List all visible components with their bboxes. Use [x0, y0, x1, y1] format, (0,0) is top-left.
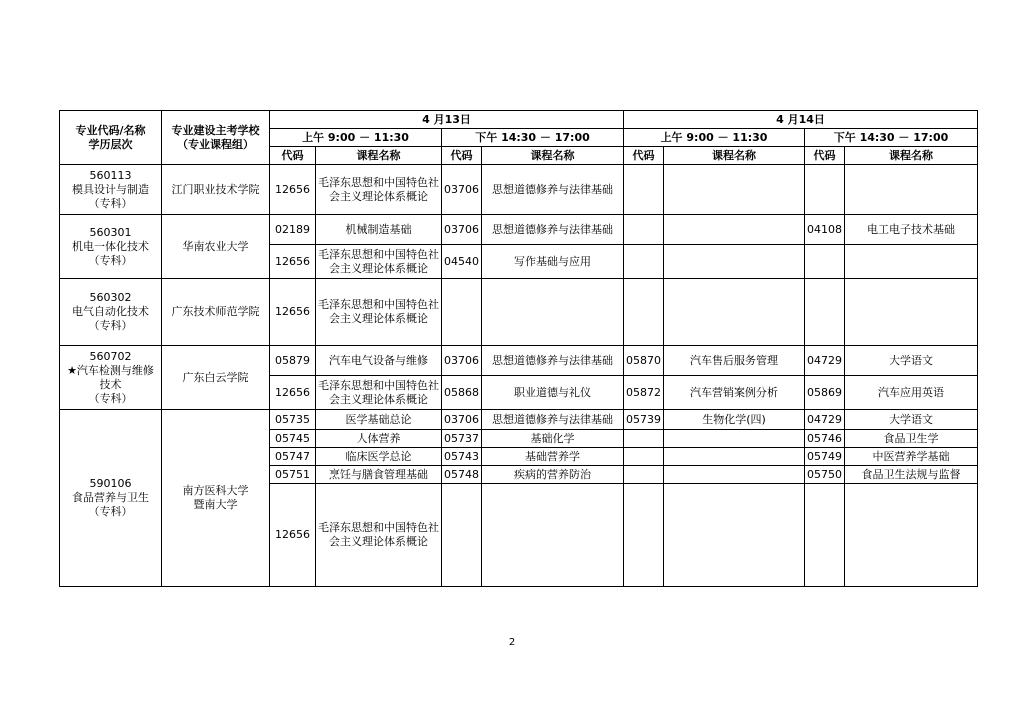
course-code-cell: [624, 165, 664, 215]
course-code-cell: [624, 484, 664, 587]
table-row: [60, 346, 978, 376]
course-name-cell: [845, 165, 978, 215]
course-name-cell: 汽车应用英语: [845, 376, 978, 410]
course-code-cell: 05747: [270, 448, 316, 466]
school-cell: 江门职业技术学院: [162, 165, 270, 215]
course-name-cell: [664, 448, 805, 466]
course-name-cell: 毛泽东思想和中国特色社会主义理论体系概论: [316, 279, 442, 346]
course-col-header: 课程名称: [845, 147, 978, 165]
course-code-cell: 04540: [442, 245, 482, 279]
course-name-cell: [664, 165, 805, 215]
course-code-cell: 04729: [805, 346, 845, 376]
course-name-cell: [664, 279, 805, 346]
major-code: 560302: [89, 291, 132, 304]
school-cell: 广东技术师范学院: [162, 279, 270, 346]
course-name-cell: 毛泽东思想和中国特色社会主义理论体系概论: [316, 165, 442, 215]
major-name: 电气自动化技术: [72, 305, 149, 318]
pm-header-2: 下午 14:30 － 17:00: [805, 129, 978, 147]
course-code-cell: [805, 484, 845, 587]
major-cell: [60, 410, 162, 587]
school-header: [162, 111, 270, 165]
school-cell: 广东白云学院: [162, 346, 270, 410]
course-code-cell: [442, 279, 482, 346]
course-name-cell: 基础化学: [482, 430, 624, 448]
course-code-cell: 12656: [270, 165, 316, 215]
date-header-2: 4 月14日: [624, 111, 978, 129]
code-col-header: 代码: [442, 147, 482, 165]
course-name-cell: [482, 484, 624, 587]
course-code-cell: 12656: [270, 484, 316, 587]
major-cell: [60, 215, 162, 279]
course-col-header: 课程名称: [664, 147, 805, 165]
course-code-cell: 05879: [270, 346, 316, 376]
course-name-cell: 毛泽东思想和中国特色社会主义理论体系概论: [316, 484, 442, 587]
course-code-cell: 12656: [270, 245, 316, 279]
course-code-cell: [805, 245, 845, 279]
course-code-cell: [624, 215, 664, 245]
course-code-cell: 02189: [270, 215, 316, 245]
major-code: 560301: [89, 225, 132, 239]
course-code-cell: 03706: [442, 165, 482, 215]
major-code: 560702: [89, 349, 132, 363]
course-col-header: 课程名称: [316, 147, 442, 165]
major-cell: [60, 165, 162, 215]
major-level: （专科）: [88, 253, 133, 267]
school-line: 南方医科大学: [182, 484, 249, 497]
exam-schedule-table: [59, 110, 978, 587]
course-name-cell: 机械制造基础: [316, 215, 442, 245]
major-name: 机电一体化技术: [72, 239, 149, 253]
course-name-cell: 汽车售后服务管理: [664, 346, 805, 376]
course-name-cell: 中医营养学基础: [845, 448, 978, 466]
course-code-cell: 05743: [442, 448, 482, 466]
course-code-cell: 05869: [805, 376, 845, 410]
course-code-cell: 03706: [442, 410, 482, 430]
course-code-cell: [624, 448, 664, 466]
course-name-cell: 汽车电气设备与维修: [316, 346, 442, 376]
edu-level-header: 学历层次: [88, 137, 133, 151]
major-name: 食品营养与卫生: [72, 491, 149, 504]
course-code-cell: [805, 165, 845, 215]
school-line: 暨南大学: [193, 498, 238, 511]
course-name-cell: 大学语文: [845, 410, 978, 430]
major-code-name-header: 专业代码/名称: [75, 123, 146, 137]
table-row: [60, 215, 978, 245]
page-number: 2: [508, 637, 516, 648]
course-name-cell: 思想道德修养与法律基础: [482, 346, 624, 376]
course-code-cell: 05870: [624, 346, 664, 376]
course-code-cell: 03706: [442, 346, 482, 376]
major-name: ★汽车检测与维修技术: [67, 363, 154, 391]
course-name-cell: 生物化学(四): [664, 410, 805, 430]
course-name-cell: 食品卫生法规与监督: [845, 466, 978, 484]
major-level: （专科）: [88, 319, 133, 332]
major-name: 模具设计与制造: [72, 182, 149, 196]
school-header-line2: （专业课程组）: [177, 137, 254, 151]
am-header-1: 上午 9:00 － 11:30: [270, 129, 442, 147]
am-header-2: 上午 9:00 － 11:30: [624, 129, 805, 147]
course-name-cell: [664, 484, 805, 587]
course-code-cell: 05745: [270, 430, 316, 448]
course-code-cell: [624, 466, 664, 484]
course-name-cell: 思想道德修养与法律基础: [482, 165, 624, 215]
code-col-header: 代码: [805, 147, 845, 165]
course-name-cell: 职业道德与礼仪: [482, 376, 624, 410]
major-level: （专科）: [88, 505, 133, 518]
major-header: [60, 111, 162, 165]
course-code-cell: [442, 484, 482, 587]
course-code-cell: 05737: [442, 430, 482, 448]
course-name-cell: 思想道德修养与法律基础: [482, 215, 624, 245]
course-code-cell: [624, 245, 664, 279]
school-cell: [162, 410, 270, 587]
course-name-cell: 毛泽东思想和中国特色社会主义理论体系概论: [316, 245, 442, 279]
course-code-cell: 12656: [270, 279, 316, 346]
course-name-cell: 医学基础总论: [316, 410, 442, 430]
course-code-cell: 05748: [442, 466, 482, 484]
course-name-cell: 人体营养: [316, 430, 442, 448]
course-name-cell: 大学语文: [845, 346, 978, 376]
course-name-cell: 毛泽东思想和中国特色社会主义理论体系概论: [316, 376, 442, 410]
course-code-cell: 05735: [270, 410, 316, 430]
pm-header-1: 下午 14:30 － 17:00: [442, 129, 624, 147]
course-name-cell: [664, 245, 805, 279]
course-name-cell: [664, 466, 805, 484]
course-code-cell: 05868: [442, 376, 482, 410]
course-name-cell: 临床医学总论: [316, 448, 442, 466]
course-name-cell: [845, 279, 978, 346]
course-code-cell: 05872: [624, 376, 664, 410]
course-code-cell: 12656: [270, 376, 316, 410]
course-name-cell: [845, 245, 978, 279]
course-name-cell: [845, 484, 978, 587]
course-code-cell: 05749: [805, 448, 845, 466]
course-code-cell: 05750: [805, 466, 845, 484]
course-name-cell: 汽车营销案例分析: [664, 376, 805, 410]
table-row: [60, 165, 978, 215]
course-name-cell: 写作基础与应用: [482, 245, 624, 279]
school-cell: 华南农业大学: [162, 215, 270, 279]
code-col-header: 代码: [624, 147, 664, 165]
major-code: 590106: [89, 477, 132, 490]
course-name-cell: 烹饪与膳食管理基础: [316, 466, 442, 484]
major-cell: [60, 279, 162, 346]
major-level: （专科）: [88, 391, 133, 405]
course-code-cell: [805, 279, 845, 346]
table-row: [60, 279, 978, 346]
course-name-cell: 食品卫生学: [845, 430, 978, 448]
major-level: （专科）: [88, 196, 133, 210]
course-name-cell: [664, 430, 805, 448]
code-col-header: 代码: [270, 147, 316, 165]
table-row: [60, 410, 978, 430]
course-code-cell: 03706: [442, 215, 482, 245]
major-cell: [60, 346, 162, 410]
course-name-cell: 基础营养学: [482, 448, 624, 466]
course-code-cell: [624, 430, 664, 448]
course-code-cell: 05751: [270, 466, 316, 484]
course-name-cell: 疾病的营养防治: [482, 466, 624, 484]
course-name-cell: 电工电子技术基础: [845, 215, 978, 245]
course-code-cell: 05739: [624, 410, 664, 430]
major-code: 560113: [89, 168, 132, 182]
course-name-cell: [482, 279, 624, 346]
course-name-cell: [664, 215, 805, 245]
course-code-cell: 04108: [805, 215, 845, 245]
school-header-line1: 专业建设主考学校: [171, 123, 260, 137]
course-code-cell: [624, 279, 664, 346]
course-col-header: 课程名称: [482, 147, 624, 165]
date-header-1: 4 月13日: [270, 111, 624, 129]
course-name-cell: 思想道德修养与法律基础: [482, 410, 624, 430]
course-code-cell: 05746: [805, 430, 845, 448]
course-code-cell: 04729: [805, 410, 845, 430]
